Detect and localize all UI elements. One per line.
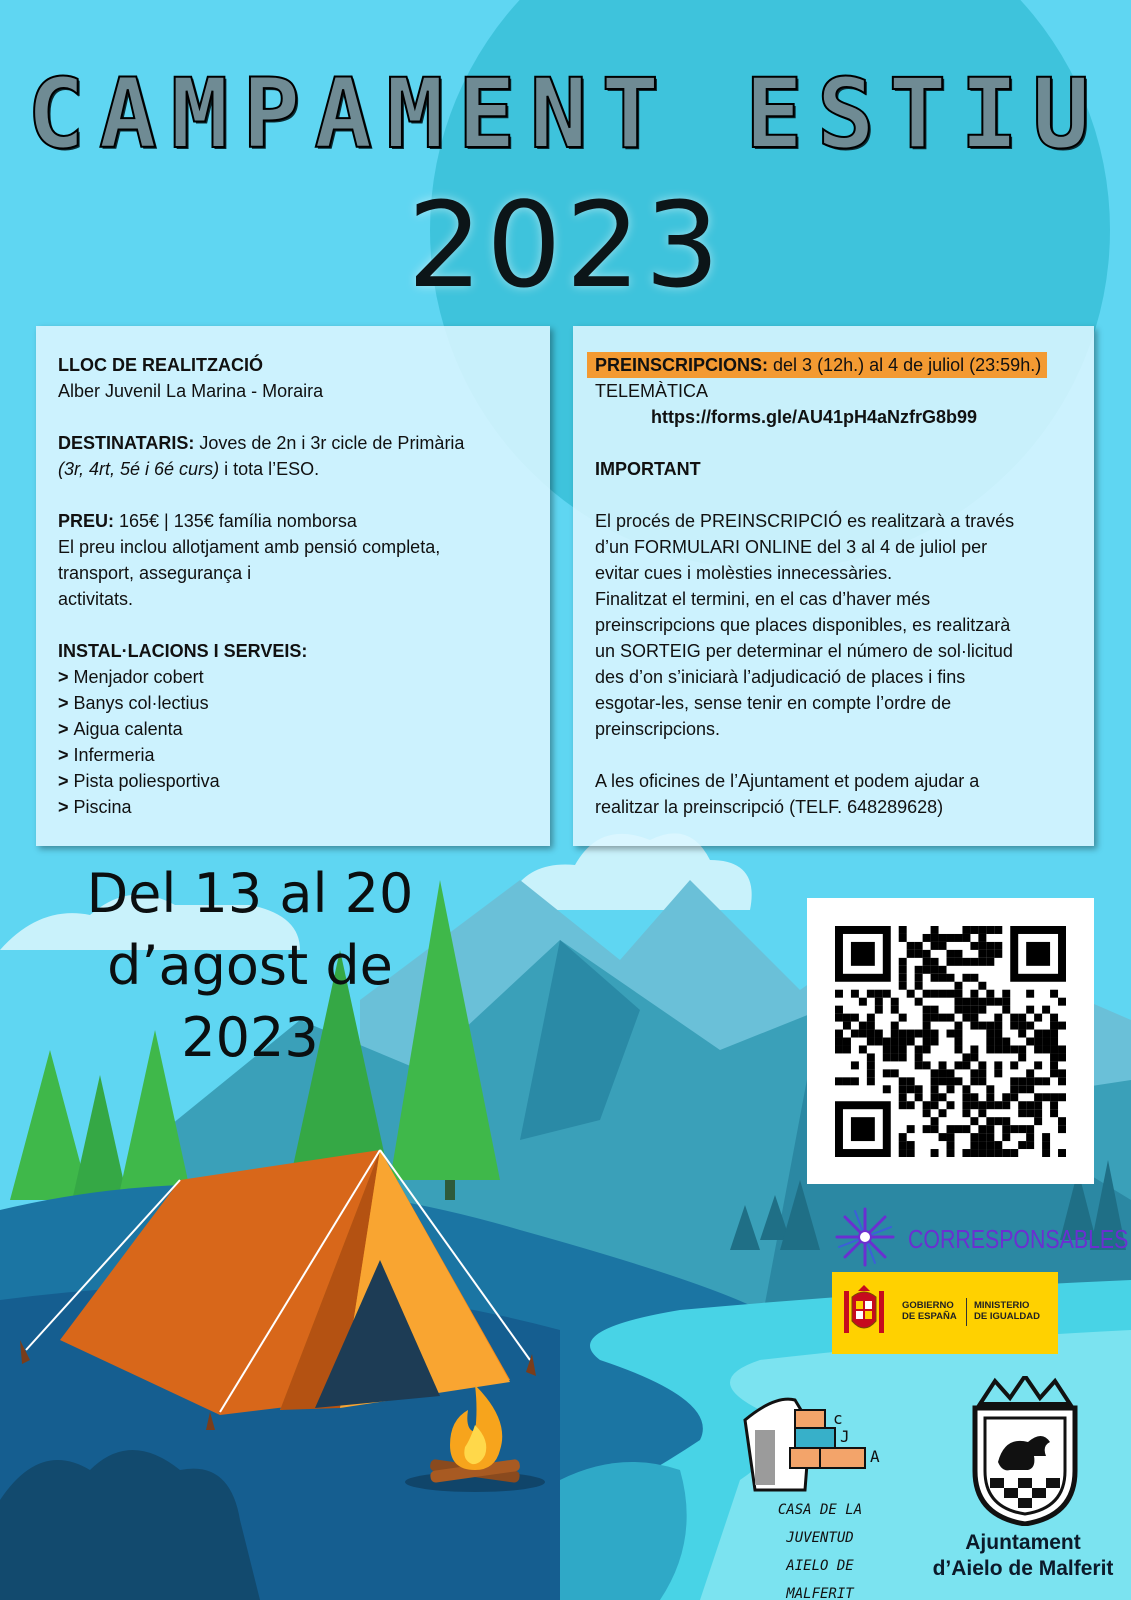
form-link[interactable]: https://forms.gle/AU41pH4aNzfrG8b99 (651, 407, 978, 427)
dest-text: Joves de 2n i 3r cicle de Primària (194, 433, 465, 453)
lloc-text: Alber Juvenil La Marina - Moraira (58, 381, 324, 401)
camp-dates (30, 858, 470, 1074)
ministerio-line1: MINISTERIO (974, 1300, 1030, 1311)
paragraph-line: realitzar la preinscripció (TELF. 648289628) (595, 797, 944, 817)
bullet-arrow: > (58, 771, 74, 791)
casa-line: CASA DE LA JUVENTUD (777, 1502, 863, 1546)
service-label: Infermeria (73, 745, 155, 765)
dates-line: Del 13 al 20 (86, 862, 414, 925)
corresponsables-text: CORRESPONSABLES (908, 1224, 1129, 1254)
important-heading: IMPORTANT (595, 459, 701, 479)
services-list (58, 664, 536, 820)
dates-line: d’agost de (107, 934, 393, 997)
lloc-heading: LLOC DE REALITZACIÓ (58, 355, 263, 375)
service-label: Pista poliesportiva (73, 771, 220, 791)
paragraph-line: preinscripcions que places disponibles, es realitzarà (595, 615, 1011, 635)
svg-text:J: J (840, 1427, 850, 1446)
preinscripcions-highlight (587, 352, 1047, 378)
ajuntament-line: d’Aielo de Malferit (932, 1557, 1114, 1580)
service-item (58, 742, 536, 768)
preu-text: 165€ | 135€ família nomborsa (114, 511, 357, 531)
service-item (58, 664, 536, 690)
title-year: 2023 (407, 176, 724, 314)
service-item (58, 768, 536, 794)
preu-line: transport, assegurança i (58, 563, 252, 583)
preu-heading: PREU: (58, 511, 115, 531)
pre-heading: PREINSCRIPCIONS: (595, 355, 769, 375)
inst-heading: INSTAL·LACIONS I SERVEIS: (58, 641, 308, 661)
svg-text:A: A (870, 1447, 880, 1466)
ajuntament-paragraph (595, 768, 1080, 820)
important-paragraph (595, 508, 1080, 742)
service-item (58, 716, 536, 742)
qr-code-pattern (835, 926, 1066, 1157)
preu-line: activitats. (58, 589, 134, 609)
gobierno-line1: GOBIERNO (902, 1300, 954, 1311)
casa-line: MALFERIT (786, 1586, 854, 1600)
preu (58, 508, 536, 534)
corresponsables-logo (832, 1208, 1129, 1268)
paragraph-line: esgotar-les, sense tenir en compte l’ordre de (595, 693, 952, 713)
service-item (58, 794, 536, 820)
coat-of-arms-icon (842, 1285, 886, 1341)
casa-line: AIELO DE (786, 1558, 854, 1574)
preu-line: El preu inclou allotjament amb pensió completa, (58, 537, 441, 557)
paragraph-line: A les oficines de l’Ajuntament et podem ajudar a (595, 771, 980, 791)
bullet-arrow: > (58, 667, 74, 687)
dest-heading: DESTINATARIS: (58, 433, 195, 453)
preinscripcions-line (595, 352, 1080, 378)
title-campament: CAMPAMENT ESTIU (27, 58, 1104, 170)
paragraph-line: evitar cues i molèsties innecessàries. (595, 563, 893, 583)
bullet-arrow: > (58, 797, 74, 817)
gobierno-line2: DE ESPAÑA (902, 1311, 957, 1322)
ajuntament-line: Ajuntament (965, 1531, 1081, 1554)
corresponsables-star-icon (832, 1204, 898, 1270)
bullet-arrow: > (58, 693, 74, 713)
casa-juventud-text (740, 1496, 900, 1600)
ajuntament-shield-icon (950, 1376, 1100, 1526)
paragraph-line: des d’on s’iniciarà l’adjudicació de places i fins (595, 667, 966, 687)
ajuntament-text (918, 1530, 1128, 1582)
destinataris-line2 (58, 456, 536, 482)
paragraph-line: preinscripcions. (595, 719, 721, 739)
info-box-right (573, 326, 1094, 846)
service-label: Menjador cobert (73, 667, 204, 687)
telematica: TELEMÀTICA (595, 381, 709, 401)
pre-dates: del 3 (12h.) al 4 de juliol (23:59h.) (768, 355, 1042, 375)
service-item (58, 690, 536, 716)
destinataris (58, 430, 536, 456)
info-box-left (36, 326, 550, 846)
bullet-arrow: > (58, 719, 74, 739)
divider (966, 1298, 967, 1326)
paragraph-line: d’un FORMULARI ONLINE del 3 al 4 de juliol per (595, 537, 988, 557)
dates-line: 2023 (181, 1006, 319, 1069)
svg-text:c: c (833, 1409, 843, 1428)
bullet-arrow: > (58, 745, 74, 765)
ministerio-line2: DE IGUALDAD (974, 1311, 1040, 1322)
dest-courses: (3r, 4rt, 5é i 6é curs) (58, 459, 220, 479)
paragraph-line: un SORTEIG per determinar el número de sol·licitud (595, 641, 1013, 661)
service-label: Aigua calenta (73, 719, 183, 739)
paragraph-line: El procés de PREINSCRIPCIÓ es realitzarà a través (595, 511, 1015, 531)
qr-code[interactable] (807, 898, 1094, 1184)
service-label: Banys col·lectius (73, 693, 209, 713)
service-label: Piscina (73, 797, 132, 817)
dest-eso: i tota l’ESO. (219, 459, 320, 479)
gobierno-logo (832, 1272, 1058, 1354)
paragraph-line: Finalitzat el termini, en el cas d’haver més (595, 589, 931, 609)
